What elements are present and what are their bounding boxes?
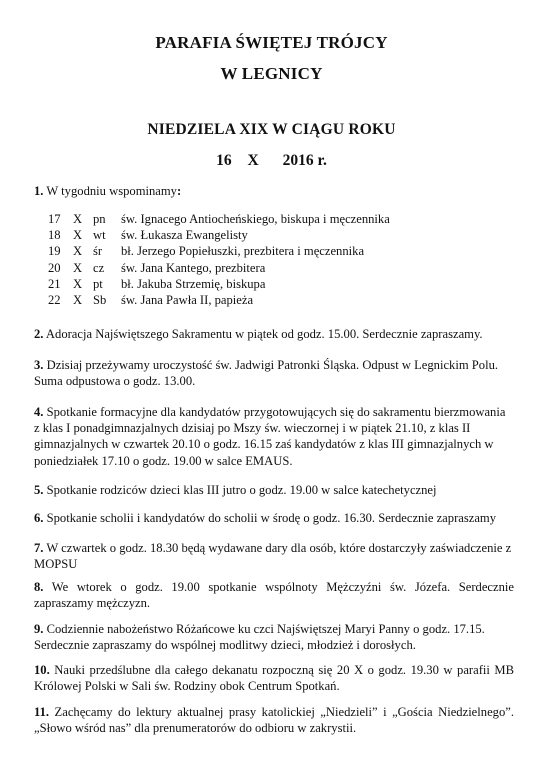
week-dow: pn	[93, 212, 106, 226]
section-colon: :	[176, 184, 182, 198]
parish-name: PARAFIA ŚWIĘTEJ TRÓJCY	[155, 33, 388, 52]
week-day: 19	[48, 244, 61, 259]
item-number: 2.	[34, 327, 44, 341]
item-number: 5.	[34, 483, 44, 497]
week-dow: śr	[93, 244, 103, 259]
week-month: X	[73, 260, 83, 275]
announcement-item	[34, 357, 514, 389]
section-1-heading	[34, 183, 514, 199]
sunday-title: NIEDZIELA XIX W CIĄGU ROKU	[147, 121, 396, 138]
date-month: X	[247, 152, 259, 169]
week-month: X	[73, 244, 83, 259]
item-text: Nauki przedślubne dla całego dekanatu rozpoczną się 20 X o godz. 19.30 w parafii MB Królowej Polski w Sali św. Rodziny obok Centrum Spotkań.	[34, 663, 514, 694]
week-saint: św. Jana Pawła II, papieża	[121, 293, 254, 308]
week-saint: bł. Jakuba Strzemię, biskupa	[121, 276, 266, 291]
item-number: 4.	[34, 405, 44, 419]
week-row	[48, 292, 390, 308]
bulletin-date	[0, 152, 543, 170]
week-month: X	[73, 293, 83, 308]
week-month: X	[73, 276, 83, 291]
item-number: 10.	[34, 663, 50, 677]
week-day: 20	[48, 260, 61, 275]
item-text: Spotkanie scholii i kandydatów do scholii w środę o godz. 16.30. Serdecznie zapraszamy	[46, 511, 497, 525]
week-dow: cz	[93, 260, 105, 275]
week-month: X	[73, 228, 83, 243]
item-text: Zachęcamy do lektury aktualnej prasy katolickiej „Niedzieli” i „Gościa Niedzielnego”. „Słowo wśród nas” dla prenumeratorów do odbioru w zakrystii.	[34, 705, 514, 736]
week-day: 18	[48, 228, 61, 243]
week-saint: bł. Jerzego Popiełuszki, prezbitera i męczennika	[121, 244, 365, 259]
item-number: 8.	[34, 580, 44, 594]
item-number: 9.	[34, 622, 44, 636]
announcement-item	[34, 579, 514, 611]
week-row	[48, 243, 390, 259]
date-day: 16	[216, 152, 232, 169]
week-row	[48, 260, 390, 276]
item-text: Dzisiaj przeżywamy uroczystość św. Jadwigi Patronki Śląska. Odpust w Legnickim Polu. Suma odpustowa o godz. 13.00.	[34, 358, 499, 389]
item-text: We wtorek o godz. 19.00 spotkanie wspólnoty Mężczyźni św. Józefa. Serdecznie zapraszamy mężczyzn.	[34, 580, 515, 611]
week-row	[48, 227, 390, 243]
week-saint: św. Jana Kantego, prezbitera	[121, 260, 266, 275]
week-month: X	[73, 212, 83, 226]
item-number: 7.	[34, 541, 44, 555]
parish-city: W LEGNICY	[220, 64, 323, 83]
week-row	[48, 276, 390, 292]
week-dow: pt	[93, 276, 103, 291]
item-text: Codziennie nabożeństwo Różańcowe ku czci Najświętszej Maryi Panny o godz. 17.15. Serdecznie zapraszamy do wspólnej modlitwy dzieci, młodzież i dorosłych.	[34, 622, 485, 653]
announcement-item	[34, 482, 514, 498]
item-number: 11.	[34, 705, 50, 719]
announcement-item	[34, 404, 514, 469]
week-dow: wt	[93, 228, 106, 243]
week-day: 21	[48, 276, 61, 291]
week-saint: św. Ignacego Antiocheńskiego, biskupa i męczennika	[121, 212, 390, 226]
section-title: W tygodniu wspominamy	[46, 184, 177, 198]
item-number: 3.	[34, 358, 44, 372]
announcement-item	[34, 662, 514, 694]
week-row	[48, 211, 390, 227]
item-number: 6.	[34, 511, 44, 525]
item-text: Adoracja Najświętszego Sakramentu w piątek od godz. 15.00. Serdecznie zapraszamy.	[45, 327, 483, 341]
week-list	[48, 211, 390, 308]
announcement-item	[34, 704, 514, 736]
announcement-item	[34, 510, 514, 526]
announcement-item	[34, 326, 514, 342]
item-text: Spotkanie rodziców dzieci klas III jutro o godz. 19.00 w salce katechetycznej	[46, 483, 437, 497]
item-text: W czwartek o godz. 18.30 będą wydawane dary dla osób, które dostarczyły zaświadczenie z MOPSU	[34, 541, 512, 572]
week-saint: św. Łukasza Ewangelisty	[121, 228, 248, 243]
week-day: 22	[48, 293, 61, 308]
announcement-item	[34, 621, 514, 653]
week-day: 17	[48, 212, 61, 226]
announcement-item	[34, 540, 514, 572]
item-text: Spotkanie formacyjne dla kandydatów przygotowujących się do sakramentu bierzmowania z klas I ponadgimnazjalnych dzisiaj po Mszy św. wieczornej i w piątek 21.10, z klas II gimnazjalnych w czwartek 20.10 o godz. 16.15 zaś kandydatów z klas III gimnazjalnych w poniedziałek 17.10 o godz. 19.00 w salce EMAUS.	[34, 405, 506, 468]
week-dow: Sb	[93, 293, 107, 308]
date-year: 2016 r.	[282, 152, 327, 169]
section-number: 1.	[34, 184, 44, 198]
